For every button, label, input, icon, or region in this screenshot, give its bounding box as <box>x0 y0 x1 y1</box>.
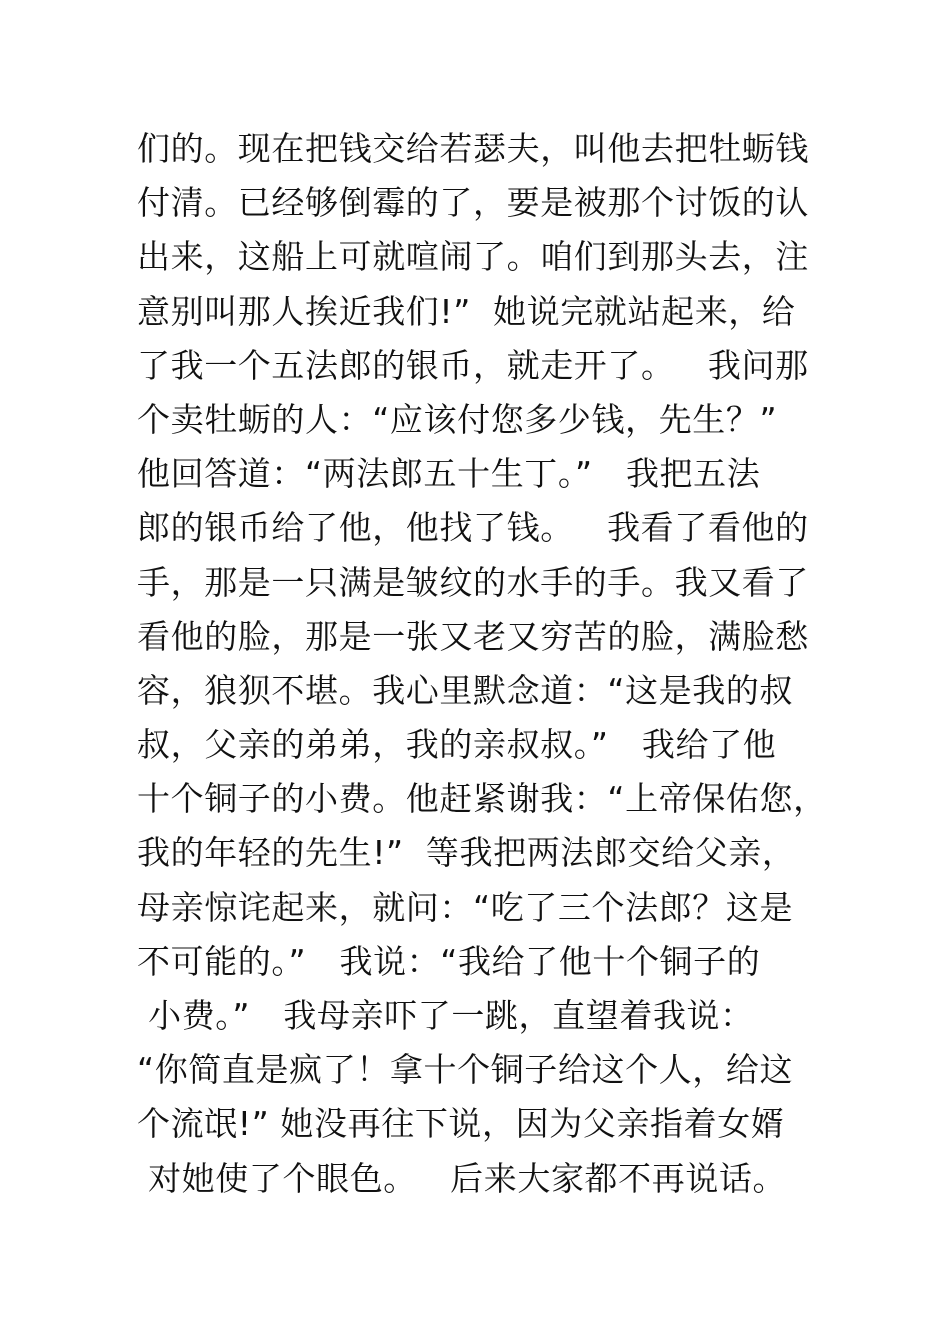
text-line: 了我一个五法郎的银币，就走开了。 我问那 <box>137 345 809 385</box>
text-line: 容，狼狈不堪。我心里默念道：“这是我的叔 <box>137 670 794 710</box>
text-line: 个流氓!” 她没再往下说，因为父亲指着女婿 <box>137 1104 785 1144</box>
text-line: 出来，这船上可就喧闹了。咱们到那头去，注 <box>137 237 809 277</box>
text-line: 们的。现在把钱交给若瑟夫，叫他去把牡蛎钱 <box>137 129 809 168</box>
text-line: 母亲惊诧起来，就问：“吃了三个法郎？这是 <box>137 887 794 927</box>
body-text <box>137 122 837 1206</box>
text-line: “你简直是疯了！拿十个铜子给这个人，给这 <box>137 1050 794 1090</box>
text-line: 手，那是一只满是皱纹的水手的手。我又看了 <box>137 562 809 602</box>
text-line: 小费。” 我母亲吓了一跳，直望着我说： <box>137 996 754 1035</box>
text-line: 十个铜子的小费。他赶紧谢我：“上帝保佑您， <box>137 779 827 819</box>
text-line: 看他的脸，那是一张又老又穷苦的脸，满脸愁 <box>137 616 809 656</box>
text-line: 我的年轻的先生!” 等我把两法郎交给父亲， <box>137 833 796 873</box>
text-line: 对她使了个眼色。 后来大家都不再说话。 <box>137 1158 787 1198</box>
text-line: 意别叫那人挨近我们!” 她说完就站起来，给 <box>137 291 796 331</box>
text-line: 叔，父亲的弟弟，我的亲叔叔。” 我给了他 <box>137 725 777 765</box>
text-line: 郎的银币给了他，他找了钱。 我看了看他的 <box>137 508 809 548</box>
text-line: 他回答道：“两法郎五十生丁。” 我把五法 <box>137 454 761 494</box>
text-line: 付清。已经够倒霉的了，要是被那个讨饭的认 <box>137 183 809 223</box>
text-line: 个卖牡蛎的人：“应该付您多少钱，先生？” <box>137 399 778 439</box>
text-line: 不可能的。” 我说：“我给了他十个铜子的 <box>137 941 761 981</box>
